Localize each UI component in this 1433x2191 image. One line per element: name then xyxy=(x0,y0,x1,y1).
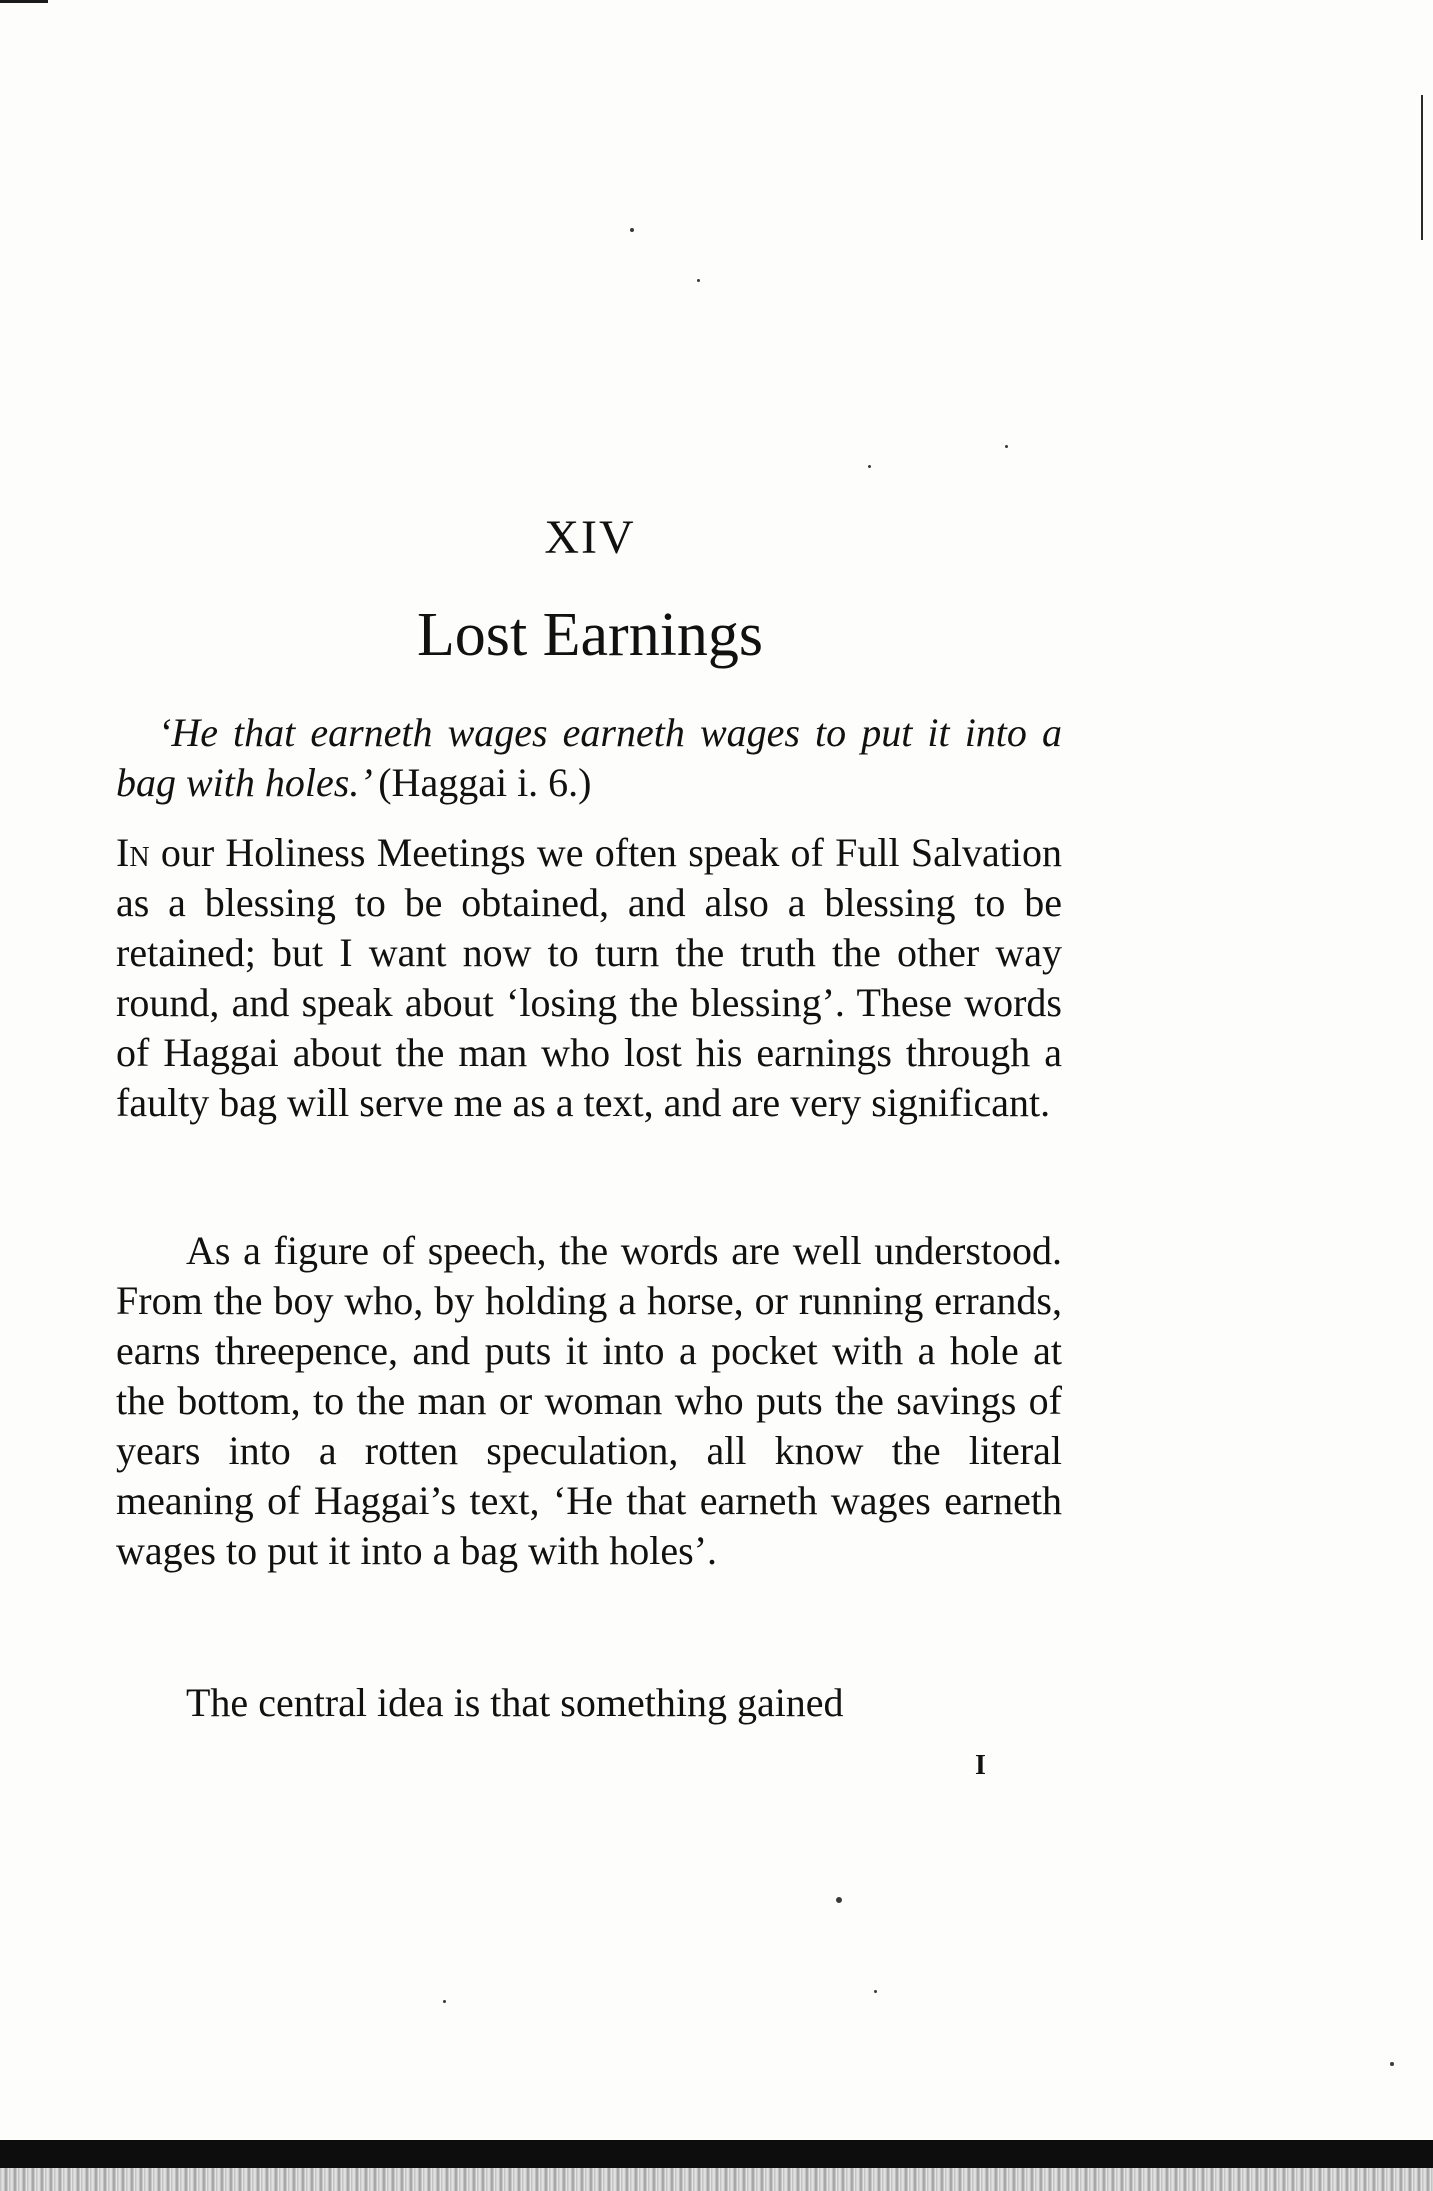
paragraph-1 xyxy=(116,828,1062,1128)
epigraph xyxy=(116,708,1062,808)
scan-bottom-bar xyxy=(0,2140,1433,2168)
scan-speck xyxy=(868,465,871,468)
scan-speck xyxy=(697,279,700,282)
signature-mark: I xyxy=(975,1750,986,1781)
scan-speck xyxy=(630,228,634,232)
paragraph-text: our Holiness Meetings we often speak of Full Salvation as a blessing to be obtained, and also a blessing to be retained; but I want now to turn the truth the other way round, and speak about ‘losing the blessing’. These words of Haggai about the man who lost his earnings through a faulty bag will serve me as a text, and are very significant. xyxy=(116,830,1062,1125)
epigraph-citation: (Haggai i. 6.) xyxy=(378,760,592,805)
scan-speck xyxy=(1390,2062,1394,2066)
scan-bottom-strip xyxy=(0,2168,1433,2191)
scan-speck xyxy=(443,2000,446,2003)
chapter-number: XIV xyxy=(544,511,636,564)
paragraph-3: The central idea is that something gained xyxy=(186,1680,844,1725)
paragraph-2: As a figure of speech, the words are well understood. From the boy who, by holding a horse, or running errands, earns threepence, and puts it into a pocket with a hole at the bottom, to the man or woman who puts the savings of years into a rotten speculation, all know the literal meaning of Haggai’s text, ‘He that earneth wages earneth wages to put it into a bag with holes’. xyxy=(116,1228,1062,1573)
chapter-title: Lost Earnings xyxy=(416,601,764,669)
scan-corner-mark xyxy=(0,0,48,3)
epigraph-quote: ‘He that earneth wages earneth wages to put it into a bag with holes.’ xyxy=(116,710,1062,805)
scan-speck xyxy=(836,1897,842,1903)
scan-speck xyxy=(874,1990,877,1993)
scan-edge-line xyxy=(1421,95,1423,240)
scan-speck xyxy=(1005,445,1008,448)
paragraph-lead-word: In xyxy=(116,830,150,875)
